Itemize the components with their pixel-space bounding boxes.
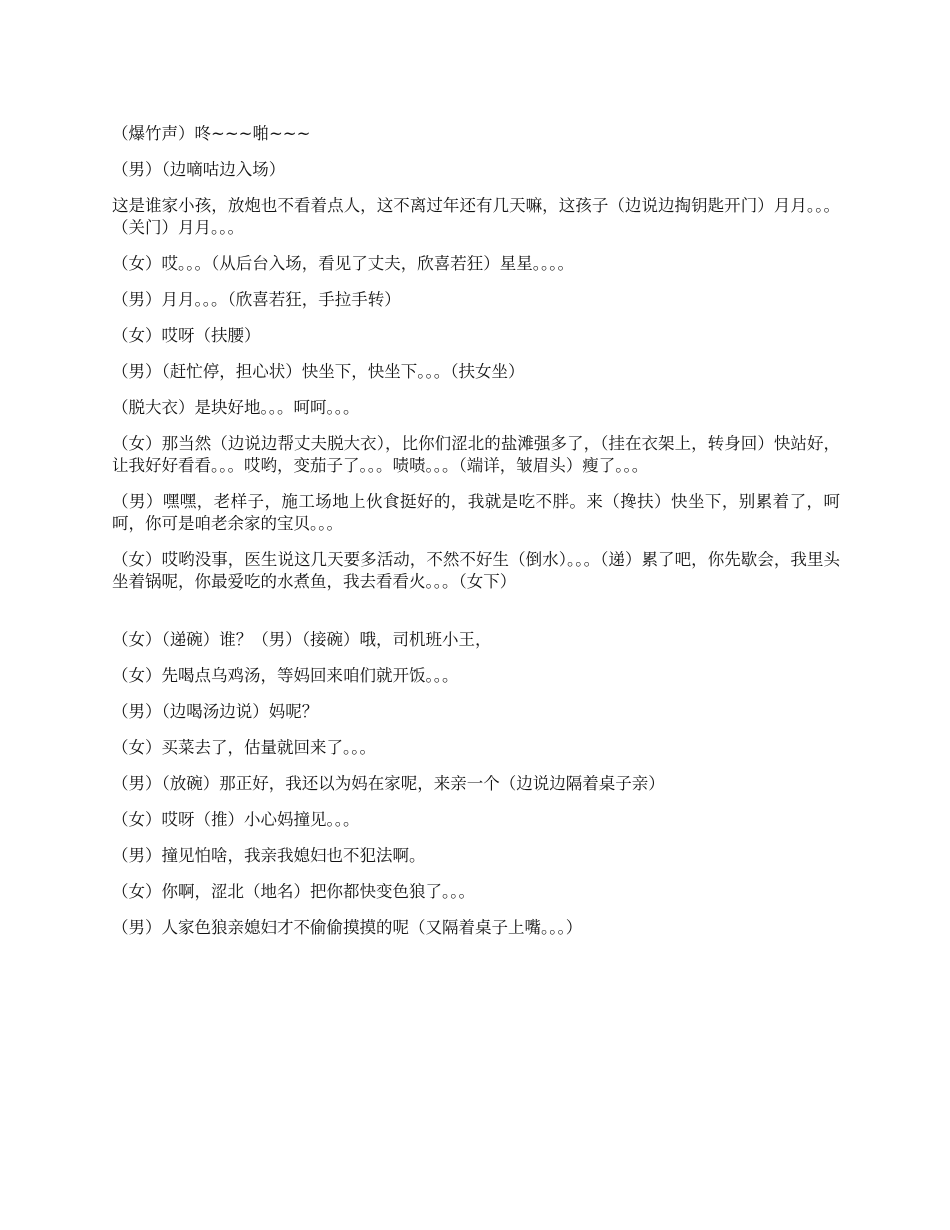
script-line: （男）嘿嘿，老样子，施工场地上伙食挺好的，我就是吃不胖。来（搀扶）快坐下，别累着了，呵呵，你可是咱老余家的宝贝。。。 [112,492,840,533]
script-line: （女）哎。。。（从后台入场，看见了丈夫，欣喜若狂）星星。。。。 [112,254,574,273]
script-line: （男）（放碗）那正好，我还以为妈在家呢，来亲一个（边说边隔着桌子亲） [112,774,665,793]
script-line: 这是谁家小孩，放炮也不看着点人，这不离过年还有几天嘛，这孩子（边说边掏钥匙开门）月月。。。（关门）月月。。。 [112,196,840,237]
script-line: （男）人家色狼亲媳妇才不偷偷摸摸的呢（又隔着桌子上嘴。。。） [112,918,583,937]
script-line: （男）（赶忙停，担心状）快坐下，快坐下。。。（扶女坐） [112,362,525,381]
script-line: （女）哎呀（推）小心妈撞见。。。 [112,810,360,829]
section-gap [112,607,840,629]
script-line: （男）（边嘀咕边入场） [112,160,286,179]
script-line: （男）月月。。。（欣喜若狂，手拉手转） [112,290,401,309]
script-line: （男）（边喝汤边说）妈呢？ [112,702,319,721]
script-line: （男）撞见怕啥，我亲我媳妇也不犯法啊。 [112,846,426,865]
script-line: （女）哎哟没事，医生说这几天要多活动，不然不好生（倒水）。。。（递）累了吧，你先歇会，我里头坐着锅呢，你最爱吃的水煮鱼，我去看看火。。。（女下） [112,550,840,591]
script-line: （女）你啊，涩北（地名）把你都快变色狼了。。。 [112,882,475,901]
script-line: （女）（递碗）谁？（男）（接碗）哦，司机班小王， [112,630,492,649]
script-line: （女）哎呀（扶腰） [112,326,261,345]
script-line: （脱大衣）是块好地。。。呵呵。。。 [112,398,360,417]
script-body [112,123,840,953]
script-line: （女）买菜去了，估量就回来了。。。 [112,738,376,757]
script-line: （女）那当然（边说边帮丈夫脱大衣），比你们涩北的盐滩强多了，（挂在衣架上，转身回）快站好，让我好好看看。。。哎哟，变茄子了。。。啧啧。。。（端详，皱眉头）瘦了。。。 [112,434,840,475]
script-line: （爆竹声）咚~~~啪~~~ [112,124,311,143]
script-line: （女）先喝点乌鸡汤，等妈回来咱们就开饭。。。 [112,666,459,685]
